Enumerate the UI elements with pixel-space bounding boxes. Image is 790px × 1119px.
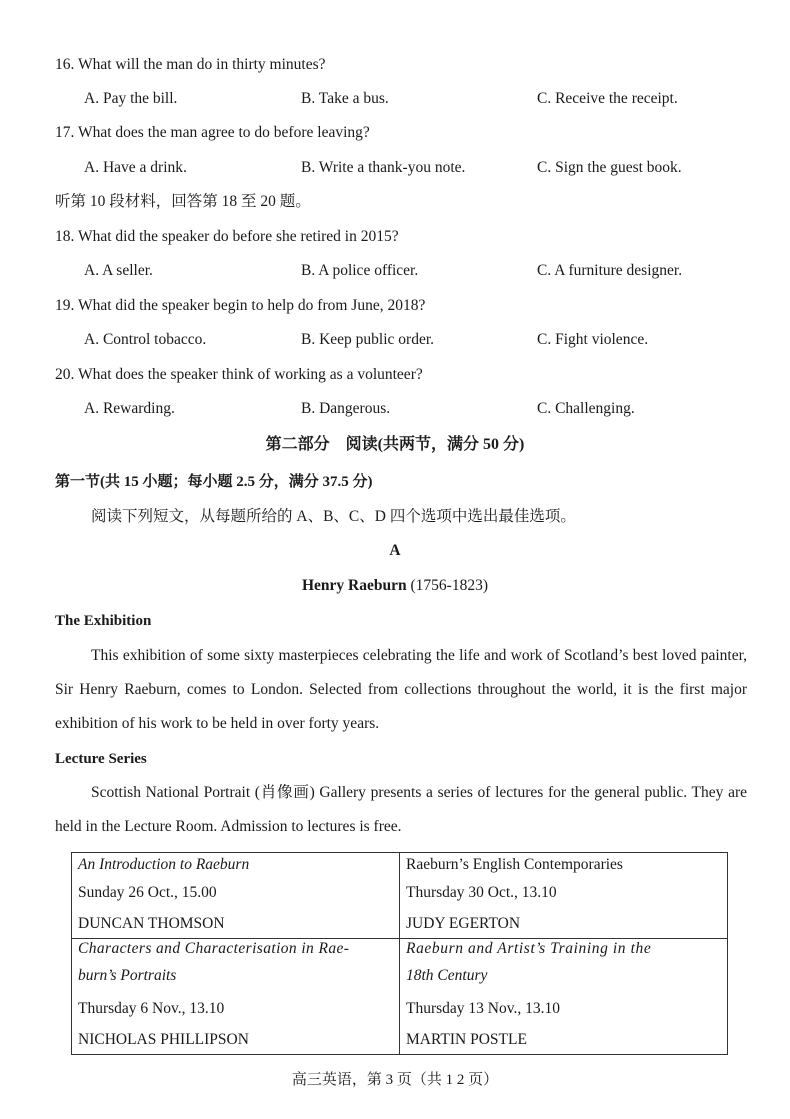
passage-letter: A bbox=[389, 542, 401, 559]
question-20-option-a: A. Rewarding. bbox=[84, 400, 175, 417]
lecture-cell bbox=[72, 938, 400, 1054]
lecture-date: Thursday 6 Nov., 13.10 bbox=[78, 1000, 225, 1017]
passage-title bbox=[0, 576, 790, 596]
exhibition-paragraph: This exhibition of some sixty masterpieces celebrating the life and work of Scotland’s best loved painter, Sir Henry Raeburn, comes to London. Selected from collections throughout the world, it is the first major exhibition of his work to be held in over forty years. bbox=[55, 647, 747, 732]
lecture-speaker: JUDY EGERTON bbox=[406, 914, 521, 932]
question-16-option-a: A. Pay the bill. bbox=[84, 90, 178, 107]
question-16-option-c: C. Receive the receipt. bbox=[537, 90, 678, 107]
question-19-option-c: C. Fight violence. bbox=[537, 331, 649, 348]
question-17-option-c: C. Sign the guest book. bbox=[537, 159, 682, 176]
lecture-title: An Introduction to Raeburn bbox=[78, 856, 250, 873]
reading-instruction: 阅读下列短文，从每题所给的 A、B、C、D 四个选项中选出最佳选项。 bbox=[91, 508, 576, 525]
lecture-title: Characters and Characterisation in Rae- bbox=[78, 939, 350, 957]
lecture-cell bbox=[400, 853, 728, 939]
lecture-speaker: DUNCAN THOMSON bbox=[78, 914, 225, 932]
lecture-date: Thursday 30 Oct., 13.10 bbox=[406, 884, 557, 901]
listening-instruction-10: 听第 10 段材料，回答第 18 至 20 题。 bbox=[55, 193, 311, 210]
question-19-stem: 19. What did the speaker begin to help do from June, 2018? bbox=[55, 297, 426, 314]
lecture-title-continued: 18th Century bbox=[406, 966, 488, 984]
passage-title-years: (1756-1823) bbox=[410, 577, 488, 594]
question-17-option-a: A. Have a drink. bbox=[84, 159, 187, 176]
question-18-option-c: C. A furniture designer. bbox=[537, 262, 683, 279]
lecture-speaker: NICHOLAS PHILLIPSON bbox=[78, 1030, 249, 1048]
question-20-option-b: B. Dangerous. bbox=[301, 400, 391, 417]
question-16-stem: 16. What will the man do in thirty minutes? bbox=[55, 56, 326, 73]
lecture-title: Raeburn’s English Contemporaries bbox=[406, 856, 623, 873]
lecture-date: Thursday 13 Nov., 13.10 bbox=[406, 1000, 560, 1017]
question-17-stem: 17. What does the man agree to do before leaving? bbox=[55, 124, 370, 141]
question-18-option-b: B. A police officer. bbox=[301, 262, 419, 279]
question-16-option-b: B. Take a bus. bbox=[301, 90, 389, 107]
lecture-table bbox=[71, 852, 728, 1055]
question-19-option-b: B. Keep public order. bbox=[301, 331, 435, 348]
question-18-option-a: A. A seller. bbox=[84, 262, 153, 279]
lecture-speaker: MARTIN POSTLE bbox=[406, 1030, 527, 1048]
lecture-title: Raeburn and Artist’s Training in the bbox=[406, 939, 652, 957]
part-two-title: 第二部分 阅读(共两节，满分 50 分) bbox=[265, 436, 525, 453]
lecture-date: Sunday 26 Oct., 15.00 bbox=[78, 884, 217, 901]
passage-title-name: Henry Raeburn bbox=[302, 577, 407, 594]
lecture-heading: Lecture Series bbox=[55, 751, 147, 767]
question-17-option-b: B. Write a thank-you note. bbox=[301, 159, 466, 176]
question-18-stem: 18. What did the speaker do before she retired in 2015? bbox=[55, 228, 399, 245]
page-footer: 高三英语，第 3 页（共 1 2 页） bbox=[291, 1072, 499, 1088]
question-20-option-c: C. Challenging. bbox=[537, 400, 635, 417]
lecture-title-continued: burn’s Portraits bbox=[78, 966, 177, 984]
table-row bbox=[72, 853, 728, 939]
question-19-option-a: A. Control tobacco. bbox=[84, 331, 207, 348]
section-one-title: 第一节(共 15 小题；每小题 2.5 分，满分 37.5 分) bbox=[55, 474, 373, 490]
table-row bbox=[72, 938, 728, 1054]
question-20-stem: 20. What does the speaker think of working as a volunteer? bbox=[55, 366, 423, 383]
lecture-paragraph: Scottish National Portrait (肖像画) Gallery presents a series of lectures for the general public. They are held in the Lecture Room. Admission to lectures is free. bbox=[55, 784, 747, 835]
lecture-cell bbox=[72, 853, 400, 939]
exhibition-heading: The Exhibition bbox=[55, 613, 152, 629]
lecture-cell bbox=[400, 938, 728, 1054]
